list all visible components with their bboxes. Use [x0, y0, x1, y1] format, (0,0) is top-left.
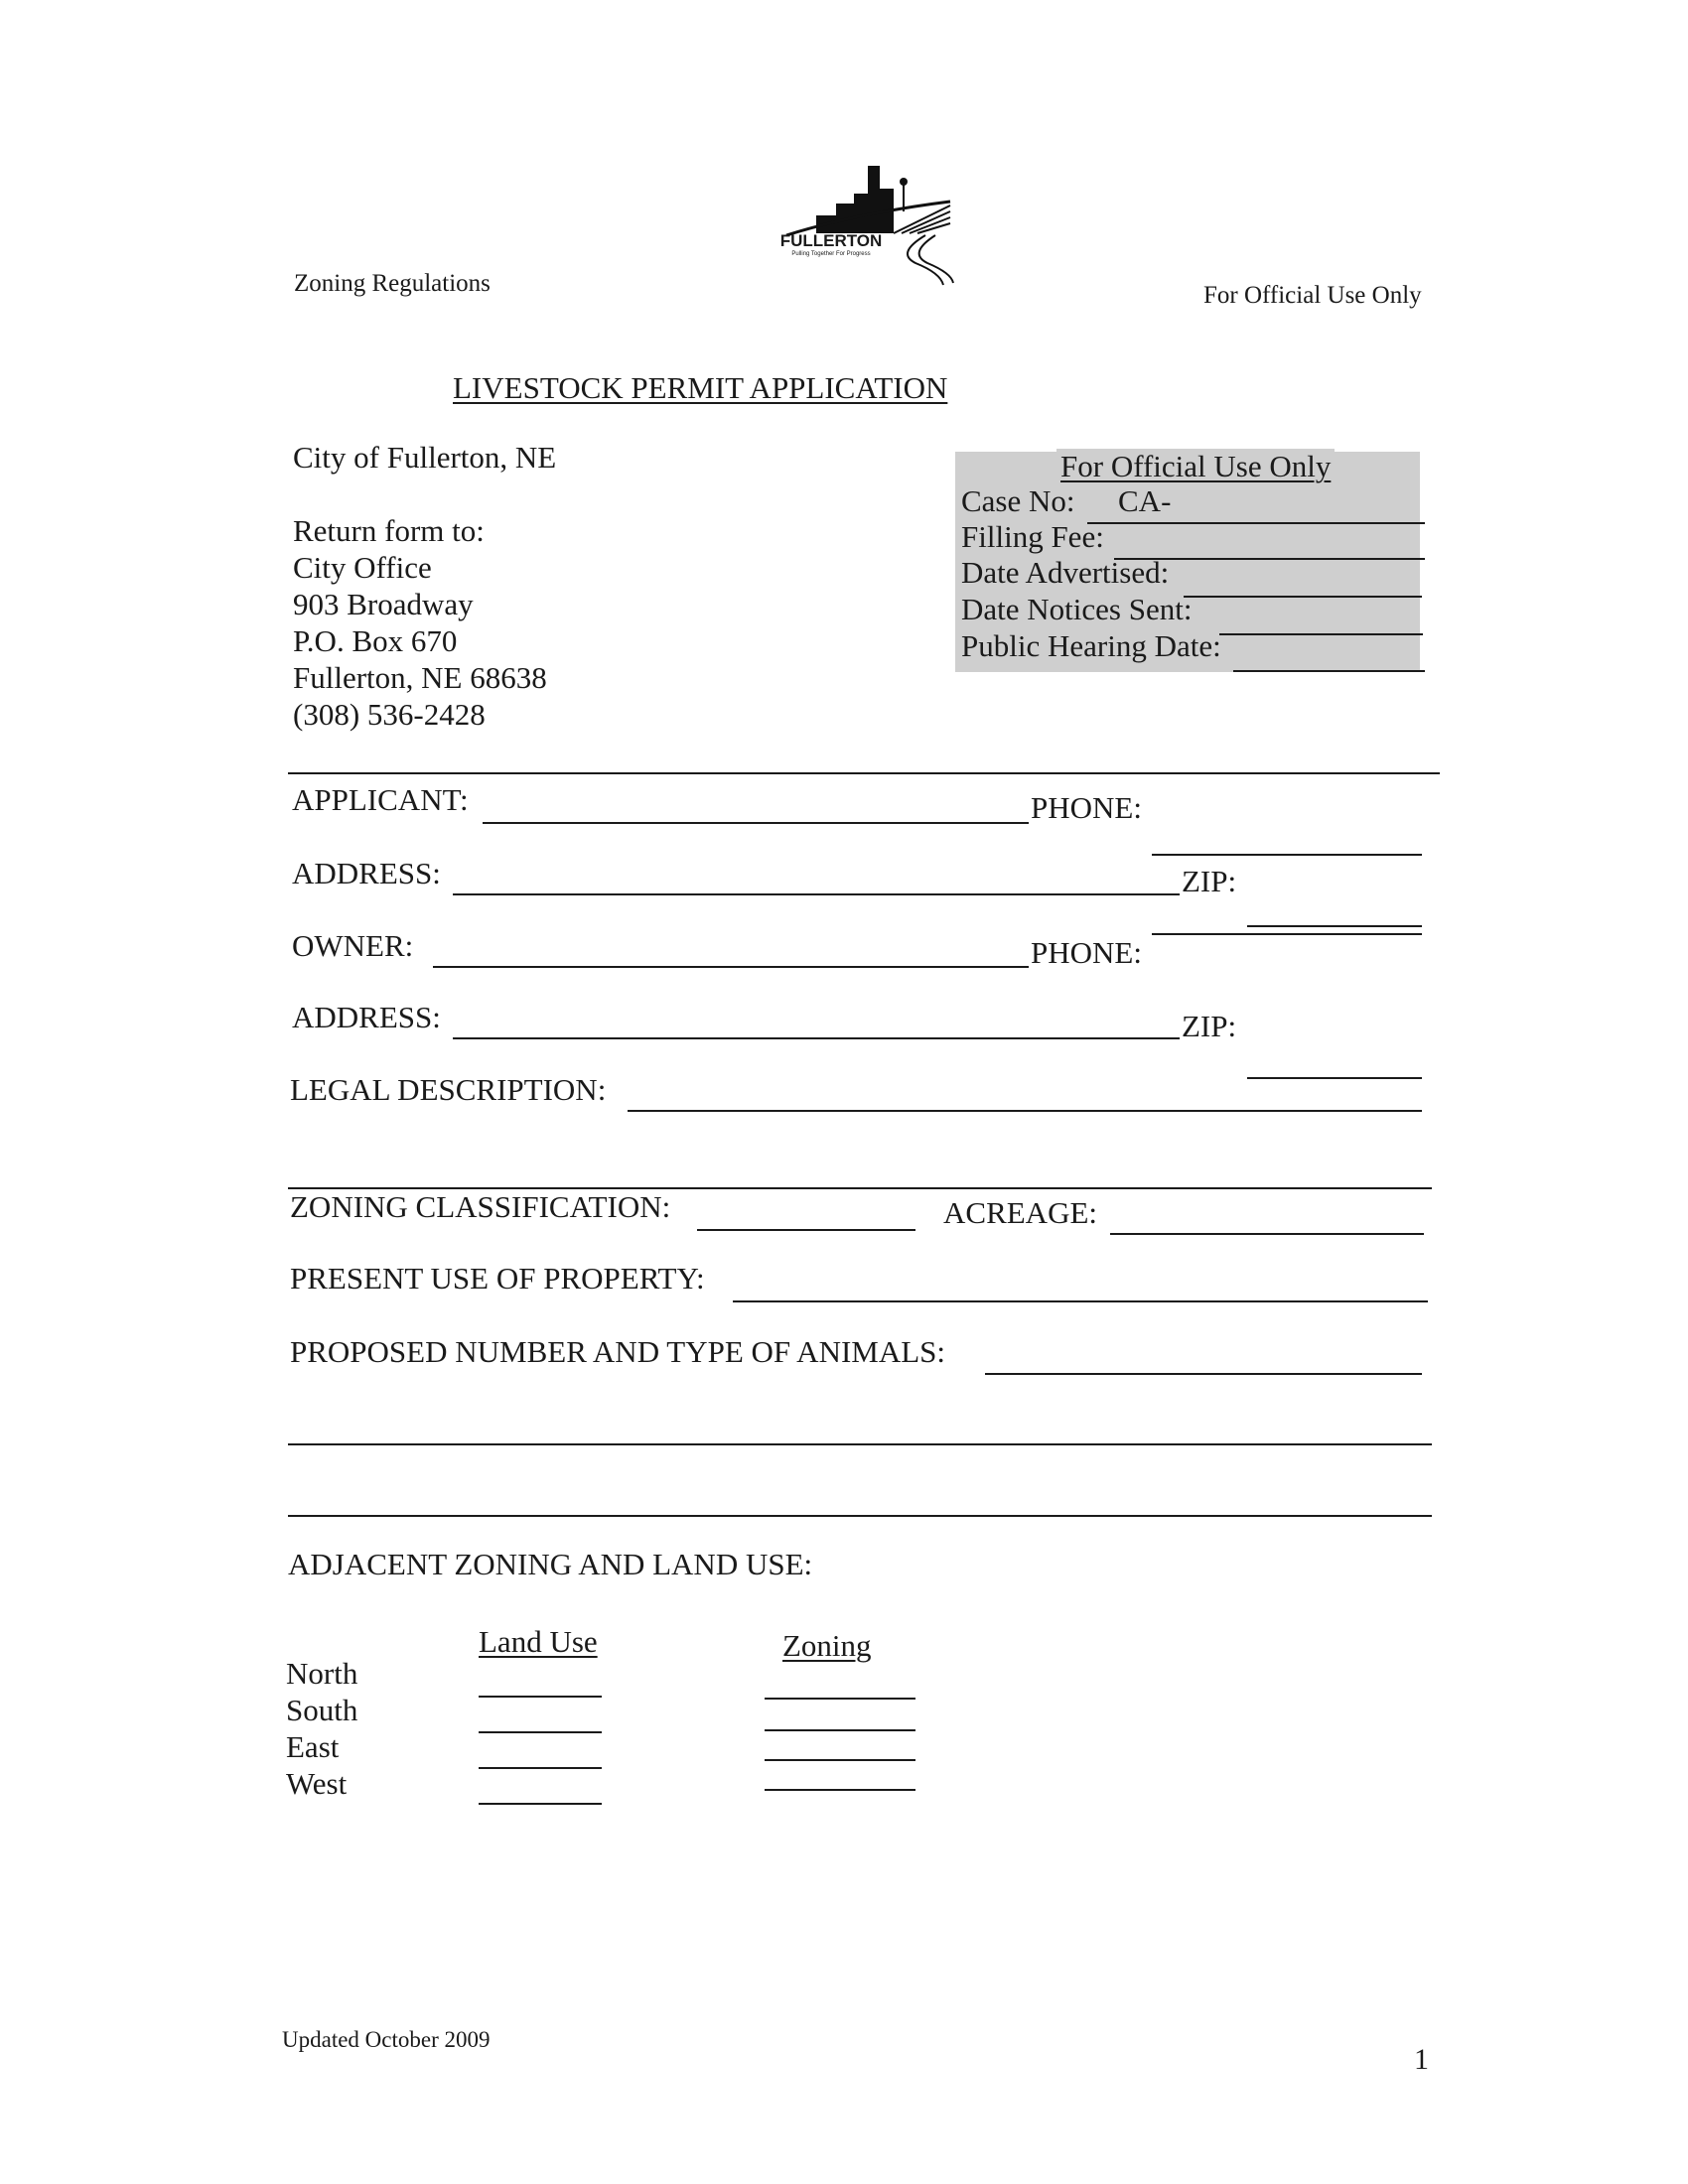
owner-input-line[interactable] [433, 966, 1029, 968]
zip-input-line[interactable] [1247, 925, 1422, 927]
land-use-column-header: Land Use [479, 1624, 598, 1659]
page-number: 1 [1414, 2043, 1429, 2076]
proposed-animals-input-line[interactable] [288, 1515, 1432, 1517]
fullerton-logo [776, 154, 955, 288]
legal-description-label: LEGAL DESCRIPTION: [290, 1072, 607, 1107]
adjacent-zoning-heading: ADJACENT ZONING AND LAND USE: [288, 1547, 813, 1581]
logo-tagline: Pulling Together For Progress [791, 251, 871, 257]
acreage-label: ACREAGE: [943, 1195, 1097, 1230]
east-land-use-line[interactable] [479, 1767, 602, 1769]
hearing-date-underline [1233, 670, 1425, 672]
south-zoning-line[interactable] [765, 1729, 915, 1731]
applicant-label: APPLICANT: [292, 782, 469, 817]
zip-label: ZIP: [1182, 864, 1237, 898]
return-address [293, 512, 547, 733]
proposed-animals-input-line[interactable] [985, 1373, 1422, 1375]
present-use-label: PRESENT USE OF PROPERTY: [290, 1261, 705, 1296]
direction-west: West [286, 1766, 348, 1801]
owner-label: OWNER: [292, 928, 414, 963]
zip-input-line[interactable] [1247, 1077, 1422, 1079]
section-divider [288, 772, 1440, 774]
north-zoning-line[interactable] [765, 1698, 915, 1700]
return-line: City Office [293, 550, 432, 585]
address-label: ADDRESS: [292, 1000, 441, 1034]
filing-fee-label: Filling Fee: [961, 519, 1104, 554]
acreage-input-line[interactable] [1110, 1233, 1424, 1235]
phone-label: PHONE: [1031, 935, 1142, 970]
zoning-classification-label: ZONING CLASSIFICATION: [290, 1189, 671, 1224]
west-zoning-line[interactable] [765, 1789, 915, 1791]
return-label: Return form to: [293, 513, 485, 548]
zip-label: ZIP: [1182, 1009, 1237, 1043]
header-zoning-regulations: Zoning Regulations [294, 270, 491, 297]
return-line: (308) 536-2428 [293, 697, 486, 732]
direction-south: South [286, 1693, 358, 1727]
logo-text: FULLERTON [779, 231, 883, 250]
address-input-line[interactable] [453, 1037, 1180, 1039]
present-use-input-line[interactable] [733, 1300, 1428, 1302]
footer-updated: Updated October 2009 [282, 2027, 491, 2052]
legal-description-input-line[interactable] [628, 1110, 1422, 1112]
phone-input-line[interactable] [1152, 854, 1422, 856]
zoning-classification-input-line[interactable] [697, 1229, 915, 1231]
return-line: P.O. Box 670 [293, 623, 458, 658]
east-zoning-line[interactable] [765, 1759, 915, 1761]
address-label: ADDRESS: [292, 856, 441, 890]
case-no-value: CA- [1118, 483, 1172, 518]
direction-east: East [286, 1729, 340, 1764]
return-line: 903 Broadway [293, 587, 474, 621]
city-skyline-icon [776, 154, 955, 288]
west-land-use-line[interactable] [479, 1803, 602, 1805]
city-name: City of Fullerton, NE [293, 440, 557, 475]
return-line: Fullerton, NE 68638 [293, 660, 547, 695]
applicant-input-line[interactable] [483, 822, 1029, 824]
date-notices-underline [1219, 633, 1423, 635]
date-advertised-label: Date Advertised: [961, 555, 1170, 590]
hearing-date-label: Public Hearing Date: [961, 628, 1221, 663]
date-advertised-underline [1184, 596, 1422, 598]
direction-north: North [286, 1656, 358, 1691]
zip-input-line[interactable] [1152, 933, 1422, 935]
proposed-animals-input-line[interactable] [288, 1443, 1432, 1445]
date-notices-label: Date Notices Sent: [961, 592, 1193, 626]
header-official-use: For Official Use Only [1203, 282, 1422, 309]
north-land-use-line[interactable] [479, 1696, 602, 1698]
south-land-use-line[interactable] [479, 1731, 602, 1733]
page-title: LIVESTOCK PERMIT APPLICATION [453, 370, 948, 405]
official-use-heading: For Official Use Only [1056, 449, 1335, 484]
proposed-animals-label: PROPOSED NUMBER AND TYPE OF ANIMALS: [290, 1334, 946, 1369]
case-no-underline [1087, 522, 1425, 524]
case-no-label: Case No: [961, 483, 1075, 518]
address-input-line[interactable] [453, 893, 1180, 895]
zoning-column-header: Zoning [782, 1628, 872, 1663]
phone-label: PHONE: [1031, 790, 1142, 825]
